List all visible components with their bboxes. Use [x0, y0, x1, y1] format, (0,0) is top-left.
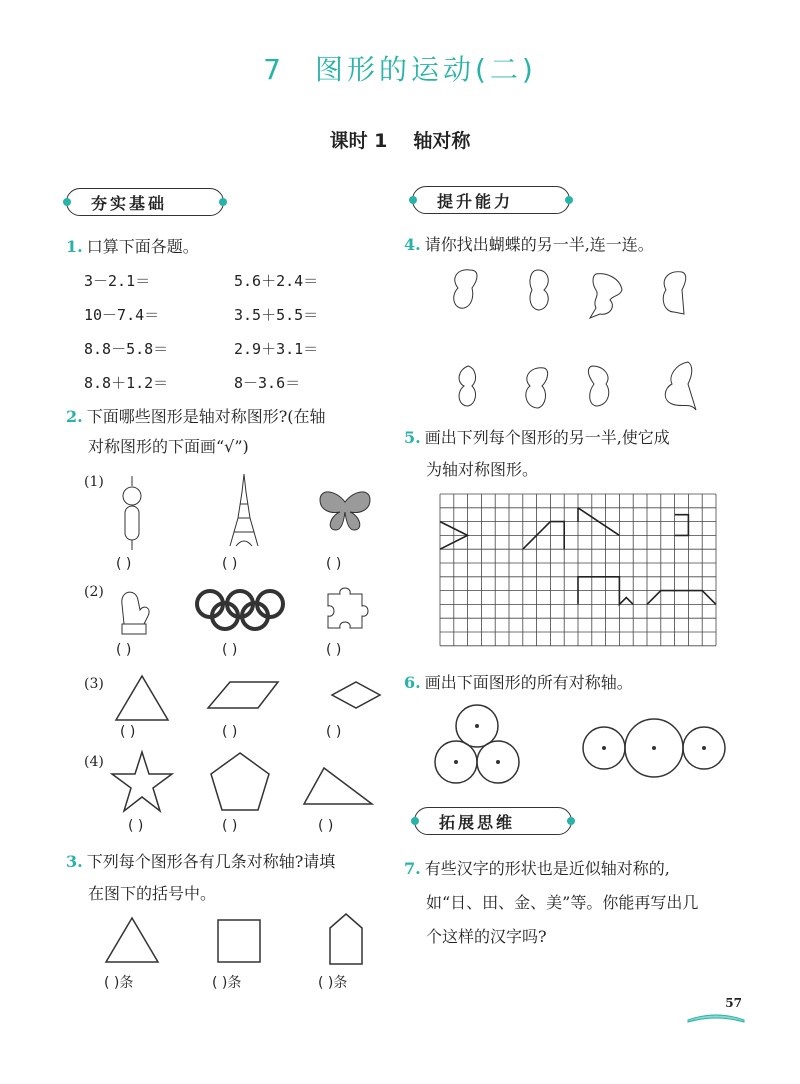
- question-1-text: 口算下面各题。: [86, 237, 199, 256]
- question-5-text: 画出下列每个图形的另一半,使它成: [424, 428, 670, 447]
- book-icon: [686, 1008, 746, 1024]
- answer-parens[interactable]: ( ): [120, 724, 136, 740]
- page-number-text: 57: [725, 996, 742, 1010]
- lesson-title: [0, 126, 800, 153]
- obtuse-triangle-figure: [302, 766, 374, 808]
- section-improve-label: 提升能力: [437, 191, 514, 211]
- butterfly-half-icon: [524, 268, 554, 314]
- q3-house-figure: [328, 912, 364, 966]
- calc-item: 10－7.4＝: [84, 306, 160, 324]
- chapter-title: [0, 48, 800, 88]
- question-4-number: 4.: [404, 235, 421, 254]
- calc-item: 8－3.6＝: [234, 374, 301, 392]
- question-4-text: 请你找出蝴蝶的另一半,连一连。: [424, 235, 654, 254]
- question-6-number: 6.: [404, 673, 421, 692]
- question-7-text: 有些汉字的形状也是近似轴对称的,: [424, 859, 670, 878]
- pentagon-figure: [208, 750, 272, 814]
- calc-item: 3.5＋5.5＝: [234, 306, 319, 324]
- calc-item: 5.6＋2.4＝: [234, 272, 319, 290]
- question-1-number: 1.: [66, 237, 83, 256]
- answer-parens[interactable]: ( ): [326, 642, 342, 658]
- lesson-number: 课时 1: [329, 130, 388, 152]
- question-3: [66, 846, 396, 910]
- butterfly-half-icon: [586, 270, 628, 318]
- calc-item: 8.8＋1.2＝: [84, 374, 169, 392]
- row-circles-figure: [582, 716, 728, 780]
- answer-parens[interactable]: ( ): [326, 724, 342, 740]
- answer-parens[interactable]: ( ): [326, 556, 342, 572]
- section-extend-label: 拓展思维: [439, 812, 516, 832]
- three-circles-figure: [432, 702, 522, 786]
- butterfly-half-icon: [584, 362, 616, 410]
- calc-item: 8.8－5.8＝: [84, 340, 169, 358]
- section-extend: [414, 807, 572, 835]
- question-7-text-cont2: 个这样的汉字吗?: [426, 927, 547, 946]
- question-6: [404, 668, 633, 698]
- row-label: (4): [84, 754, 104, 770]
- triangle-figure: [112, 674, 172, 722]
- puzzle-piece-figure: [322, 584, 372, 634]
- parallelogram-figure: [204, 680, 284, 710]
- row-label: (1): [84, 474, 104, 490]
- question-3-text-cont: 在图下的括号中。: [88, 884, 217, 903]
- rhombus-figure: [328, 680, 384, 710]
- question-5-number: 5.: [404, 428, 421, 447]
- q3-answer[interactable]: ( )条: [318, 975, 348, 991]
- butterfly-half-icon: [448, 266, 482, 312]
- calc-item: 3－2.1＝: [84, 272, 151, 290]
- answer-parens[interactable]: ( ): [318, 818, 334, 834]
- mitten-figure: [110, 584, 154, 638]
- q3-square-figure: [216, 918, 262, 964]
- q3-triangle-figure: [104, 916, 160, 964]
- butterfly-figure: [318, 486, 372, 534]
- question-6-text: 画出下面图形的所有对称轴。: [424, 673, 633, 692]
- section-basic: [66, 188, 224, 216]
- calc-item: 2.9＋3.1＝: [234, 340, 319, 358]
- question-2: [66, 402, 386, 462]
- question-7-number: 7.: [404, 859, 421, 878]
- drawing-grid[interactable]: [440, 494, 718, 646]
- butterfly-half-icon: [452, 362, 482, 410]
- question-5: [404, 422, 670, 486]
- answer-parens[interactable]: ( ): [222, 556, 238, 572]
- butterfly-half-icon: [656, 268, 690, 316]
- question-3-number: 3.: [66, 852, 83, 871]
- answer-parens[interactable]: ( ): [222, 818, 238, 834]
- q3-answer[interactable]: ( )条: [104, 975, 134, 991]
- question-2-number: 2.: [66, 407, 83, 426]
- question-2-text-cont: 对称图形的下面画“√”): [88, 437, 249, 456]
- butterfly-half-icon: [658, 358, 702, 412]
- answer-parens[interactable]: ( ): [222, 642, 238, 658]
- olympic-rings-figure: [194, 588, 288, 632]
- row-label: (2): [84, 584, 104, 600]
- section-basic-label: 夯实基础: [91, 193, 168, 213]
- lesson-name: 轴对称: [413, 130, 471, 152]
- answer-parens[interactable]: ( ): [116, 642, 132, 658]
- answer-parens[interactable]: ( ): [116, 556, 132, 572]
- pendant-figure: [112, 474, 152, 554]
- question-3-text: 下列每个图形各有几条对称轴?请填: [86, 852, 336, 871]
- question-4: [404, 230, 654, 260]
- question-1: [66, 232, 199, 262]
- chapter-name: 图形的运动(二): [314, 53, 537, 86]
- q3-answer[interactable]: ( )条: [212, 975, 242, 991]
- question-2-text: 下面哪些图形是轴对称图形?(在轴: [86, 407, 326, 426]
- question-7-text-cont: 如“日、田、金、美”等。你能再写出几: [426, 893, 699, 912]
- answer-parens[interactable]: ( ): [222, 724, 238, 740]
- star-figure: [110, 750, 174, 814]
- question-7: [404, 852, 794, 954]
- chapter-number: 7: [263, 53, 285, 86]
- butterfly-half-icon: [518, 362, 552, 412]
- answer-parens[interactable]: ( ): [128, 818, 144, 834]
- section-improve: [412, 186, 570, 214]
- eiffel-tower-figure: [224, 472, 264, 548]
- question-5-text-cont: 为轴对称图形。: [426, 460, 539, 479]
- row-label: (3): [84, 676, 104, 692]
